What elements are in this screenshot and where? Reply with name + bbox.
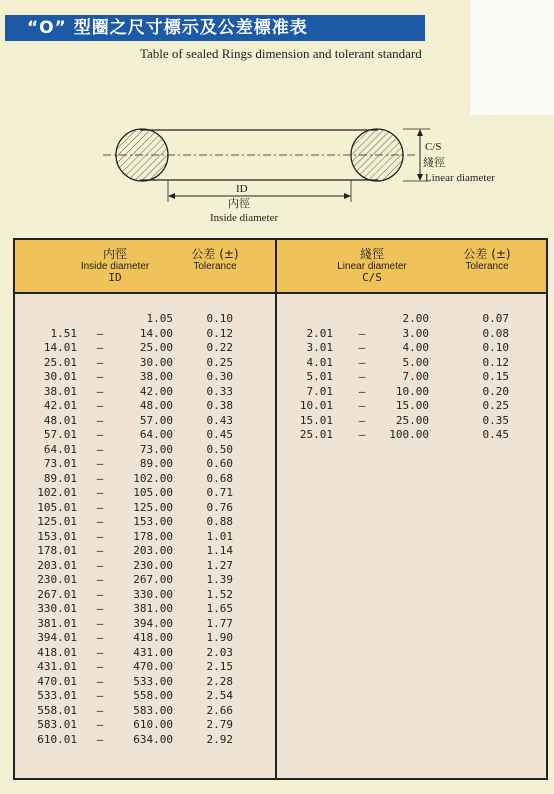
cell-dash: – [96, 558, 104, 572]
table-row [277, 327, 546, 342]
cell-dash: – [96, 544, 104, 557]
cell-to: 4.00 [402, 341, 429, 354]
right-col2-header [447, 248, 527, 272]
cell-from: 89.01 [43, 471, 77, 485]
cell-from: 470.01 [37, 674, 77, 688]
inside-zh-label: 内徑 [228, 197, 250, 210]
table-row [15, 733, 275, 748]
cell-to: 178.00 [133, 529, 173, 543]
cell-tol: 0.30 [206, 370, 233, 383]
cell-from: 267.01 [37, 587, 77, 601]
table-row [277, 428, 546, 443]
cell-to: 330.00 [133, 587, 173, 601]
table-row [15, 689, 275, 704]
table-row [15, 356, 275, 371]
cell-from: 203.01 [37, 558, 77, 572]
cell-dash: – [96, 500, 104, 514]
cell-to: 533.00 [133, 674, 173, 688]
cell-dash: – [96, 428, 104, 441]
cell-from: 381.01 [37, 616, 77, 630]
table-row [277, 414, 546, 429]
cell-tol: 0.50 [206, 442, 233, 456]
cell-tol: 0.15 [482, 370, 509, 383]
table-row [15, 341, 275, 356]
cell-tol: 2.28 [206, 674, 233, 688]
cell-to: 3.00 [402, 326, 429, 340]
cell-from: 73.01 [43, 457, 77, 470]
cell-dash: – [96, 703, 104, 717]
cell-tol: 1.27 [206, 558, 233, 572]
left-col1-en: Inside diameter [80, 261, 150, 272]
cell-dash: – [96, 602, 104, 615]
cs-label: C/S [425, 141, 442, 153]
left-table-rows [15, 312, 275, 747]
cell-from: 38.01 [43, 384, 77, 398]
table-row [15, 530, 275, 545]
cell-dash: – [96, 413, 104, 427]
cell-tol: 0.12 [482, 355, 509, 369]
right-col1-zh: 綫徑 [359, 247, 384, 261]
cell-tol: 0.10 [206, 312, 233, 325]
cell-tol: 1.77 [206, 616, 233, 630]
cell-to: 5.00 [402, 355, 429, 369]
cell-to: 230.00 [133, 558, 173, 572]
cell-from: 14.01 [43, 341, 77, 354]
cell-dash: – [358, 384, 366, 398]
cell-to: 15.00 [395, 399, 429, 412]
cell-dash: – [96, 645, 104, 659]
cell-from: 330.01 [37, 602, 77, 615]
cell-from: 57.01 [43, 428, 77, 441]
cell-tol: 0.22 [206, 341, 233, 354]
left-col2-header [175, 248, 255, 272]
cell-from: 1.51 [50, 326, 77, 340]
cell-tol: 1.39 [206, 573, 233, 586]
cell-dash: – [96, 341, 104, 354]
id-label: ID [236, 183, 248, 195]
cell-dash: – [96, 515, 104, 528]
cell-tol: 1.52 [206, 587, 233, 601]
o-ring-diagram [0, 110, 554, 230]
cell-dash: – [96, 442, 104, 456]
cell-tol: 0.88 [206, 515, 233, 528]
cell-to: 610.00 [133, 718, 173, 731]
table-row [15, 602, 275, 617]
cell-from: 558.01 [37, 703, 77, 717]
cell-tol: 0.25 [482, 399, 509, 412]
left-col2-zh: 公差 (±) [191, 247, 239, 261]
cell-from: 610.01 [37, 732, 77, 746]
table-row [15, 704, 275, 719]
table-row [15, 501, 275, 516]
table-row [15, 472, 275, 487]
table-row [277, 341, 546, 356]
left-table-header [15, 240, 275, 294]
cell-tol: 0.33 [206, 384, 233, 398]
linear-en-label: Linear diameter [425, 172, 495, 184]
cell-dash: – [96, 326, 104, 340]
cell-from: 178.01 [37, 544, 77, 557]
cell-to: 634.00 [133, 732, 173, 746]
table-row [15, 718, 275, 733]
cell-to: 57.00 [139, 413, 173, 427]
cell-to: 64.00 [139, 428, 173, 441]
table-row [277, 356, 546, 371]
table-row [15, 327, 275, 342]
linear-zh-label: 綫徑 [423, 156, 445, 169]
cell-to: 583.00 [133, 703, 173, 717]
cell-from: 15.01 [299, 413, 333, 427]
table-row [277, 370, 546, 385]
cell-tol: 1.14 [206, 544, 233, 557]
cell-tol: 2.66 [206, 703, 233, 717]
cell-dash: – [96, 370, 104, 383]
table-row [15, 559, 275, 574]
cell-from: 230.01 [37, 573, 77, 586]
cell-tol: 0.08 [482, 326, 509, 340]
cell-dash: – [96, 732, 104, 746]
cell-tol: 0.10 [482, 341, 509, 354]
table-row [15, 457, 275, 472]
cell-dash: – [358, 370, 366, 383]
cell-tol: 2.03 [206, 645, 233, 659]
cell-from: 5.01 [306, 370, 333, 383]
cell-to: 203.00 [133, 544, 173, 557]
cell-to: 394.00 [133, 616, 173, 630]
cell-from: 394.01 [37, 631, 77, 644]
cell-from: 418.01 [37, 645, 77, 659]
table-row [277, 385, 546, 400]
table-row [15, 675, 275, 690]
table-row [277, 399, 546, 414]
cell-to: 2.00 [402, 312, 429, 325]
cell-dash: – [358, 326, 366, 340]
cell-dash: – [358, 399, 366, 412]
cell-from: 64.01 [43, 442, 77, 456]
left-col2-en: Tolerance [193, 261, 237, 272]
cell-dash: – [96, 529, 104, 543]
cell-to: 1.05 [146, 312, 173, 325]
cell-to: 30.00 [139, 355, 173, 369]
cell-tol: 0.25 [206, 355, 233, 369]
cell-tol: 0.12 [206, 326, 233, 340]
cell-tol: 1.90 [206, 631, 233, 644]
cell-tol: 0.38 [206, 399, 233, 412]
cell-to: 25.00 [395, 413, 429, 427]
table-row [15, 312, 275, 327]
page-subtitle: Table of sealed Rings dimension and tolerant standard [140, 46, 422, 61]
cell-from: 10.01 [299, 399, 333, 412]
left-col1-zh: 内徑 [102, 247, 127, 261]
cell-from: 431.01 [37, 660, 77, 673]
cell-dash: – [358, 355, 366, 369]
cell-dash: – [96, 355, 104, 369]
cell-to: 89.00 [139, 457, 173, 470]
table-row [15, 414, 275, 429]
cell-to: 267.00 [133, 573, 173, 586]
table-row [15, 646, 275, 661]
cell-from: 105.01 [37, 500, 77, 514]
cell-to: 42.00 [139, 384, 173, 398]
cell-from: 4.01 [306, 355, 333, 369]
table-row [15, 399, 275, 414]
cell-from: 533.01 [37, 689, 77, 702]
cell-tol: 0.71 [206, 486, 233, 499]
cell-tol: 0.07 [482, 312, 509, 325]
cell-from: 125.01 [37, 515, 77, 528]
cell-dash: – [96, 689, 104, 702]
table-row [15, 428, 275, 443]
cell-from: 48.01 [43, 413, 77, 427]
table-row [15, 588, 275, 603]
cell-from: 583.01 [37, 718, 77, 731]
cell-dash: – [358, 341, 366, 354]
table-row [15, 617, 275, 632]
right-col2-zh: 公差 (±) [463, 247, 511, 261]
cell-from: 2.01 [306, 326, 333, 340]
table-row [277, 312, 546, 327]
cell-from: 7.01 [306, 384, 333, 398]
cell-dash: – [358, 413, 366, 427]
cell-to: 558.00 [133, 689, 173, 702]
cell-to: 7.00 [402, 370, 429, 383]
cell-to: 153.00 [133, 515, 173, 528]
cell-from: 3.01 [306, 341, 333, 354]
table-row [15, 544, 275, 559]
right-col1-code: C/S [362, 271, 382, 284]
cell-to: 418.00 [133, 631, 173, 644]
cell-dash: – [358, 428, 366, 441]
page-corner [470, 0, 554, 115]
left-col1-code: ID [108, 271, 122, 284]
cell-dash: – [96, 587, 104, 601]
cell-to: 105.00 [133, 486, 173, 499]
right-table-rows [277, 312, 546, 443]
cell-to: 73.00 [139, 442, 173, 456]
cell-from: 102.01 [37, 486, 77, 499]
cell-dash: – [96, 631, 104, 644]
cell-dash: – [96, 718, 104, 731]
cell-tol: 0.35 [482, 413, 509, 427]
table-row [15, 631, 275, 646]
cell-tol: 0.76 [206, 500, 233, 514]
cell-tol: 2.92 [206, 732, 233, 746]
cell-tol: 2.54 [206, 689, 233, 702]
cell-from: 153.01 [37, 529, 77, 543]
cell-tol: 0.20 [482, 384, 509, 398]
cell-tol: 1.01 [206, 529, 233, 543]
right-col1-en: Linear diameter [337, 261, 407, 272]
cell-from: 25.01 [299, 428, 333, 441]
cell-dash: – [96, 660, 104, 673]
right-col2-en: Tolerance [465, 261, 509, 272]
table-row [15, 443, 275, 458]
cell-to: 25.00 [139, 341, 173, 354]
right-col1-header [317, 248, 427, 284]
cell-from: 42.01 [43, 399, 77, 412]
cell-dash: – [96, 384, 104, 398]
cell-tol: 0.43 [206, 413, 233, 427]
table-row [15, 573, 275, 588]
cell-dash: – [96, 573, 104, 586]
cell-dash: – [96, 616, 104, 630]
cell-from: 25.01 [43, 355, 77, 369]
cell-to: 48.00 [139, 399, 173, 412]
table-row [15, 385, 275, 400]
inside-en-label: Inside diameter [210, 212, 279, 224]
cell-to: 470.00 [133, 660, 173, 673]
table-row [15, 370, 275, 385]
cell-from: 30.01 [43, 370, 77, 383]
cell-dash: – [96, 486, 104, 499]
cell-to: 100.00 [389, 428, 429, 441]
cell-dash: – [96, 457, 104, 470]
cell-tol: 0.68 [206, 471, 233, 485]
cell-dash: – [96, 399, 104, 412]
cell-tol: 1.65 [206, 602, 233, 615]
cell-to: 381.00 [133, 602, 173, 615]
cell-to: 38.00 [139, 370, 173, 383]
left-col1-header [55, 248, 175, 284]
right-table-header [277, 240, 546, 294]
cell-tol: 2.15 [206, 660, 233, 673]
page-title: “O” 型圈之尺寸標示及公差標准表 [5, 15, 425, 41]
cell-tol: 0.60 [206, 457, 233, 470]
cell-tol: 0.45 [206, 428, 233, 441]
cell-to: 14.00 [139, 326, 173, 340]
cell-tol: 0.45 [482, 428, 509, 441]
cell-tol: 2.79 [206, 718, 233, 731]
cell-to: 431.00 [133, 645, 173, 659]
table-row [15, 660, 275, 675]
cell-dash: – [96, 471, 104, 485]
cell-to: 125.00 [133, 500, 173, 514]
table-row [15, 515, 275, 530]
tolerance-table [13, 238, 548, 780]
table-row [15, 486, 275, 501]
cell-to: 10.00 [395, 384, 429, 398]
cell-to: 102.00 [133, 471, 173, 485]
cell-dash: – [96, 674, 104, 688]
